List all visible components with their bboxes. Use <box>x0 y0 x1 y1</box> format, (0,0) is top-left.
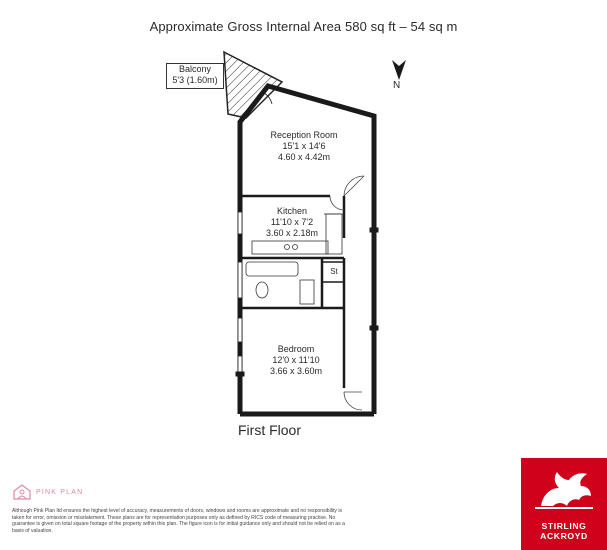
pink-plan-logo-icon <box>12 484 32 500</box>
pink-plan-name: PINK PLAN <box>36 489 84 496</box>
balcony-label <box>166 63 224 89</box>
store-label: St <box>330 267 338 276</box>
reception-dims-imperial: 15'1 x 14'6 <box>282 141 326 151</box>
floor-label: First Floor <box>238 422 301 438</box>
brand-name-line1: STIRLING <box>541 521 587 531</box>
bedroom-name: Bedroom <box>277 344 315 354</box>
griffin-logo-icon <box>521 458 607 518</box>
bedroom-dims-metric: 3.66 x 3.60m <box>269 366 323 376</box>
kitchen-dims-imperial: 11'10 x 7'2 <box>270 217 314 227</box>
brand-name-line2: ACKROYD <box>540 531 588 541</box>
reception-label <box>262 130 346 163</box>
kitchen-dims-metric: 3.60 x 2.18m <box>265 228 319 238</box>
balcony-dims: 5'3 (1.60m) <box>172 75 218 85</box>
bedroom-label <box>256 344 336 377</box>
kitchen-name: Kitchen <box>276 206 308 216</box>
reception-dims-metric: 4.60 x 4.42m <box>277 152 331 162</box>
north-label: N <box>393 80 401 91</box>
bedroom-dims-imperial: 12'0 x 11'10 <box>272 355 320 365</box>
area-title: Approximate Gross Internal Area 580 sq ft – 54 sq m <box>149 19 458 34</box>
balcony-name: Balcony <box>178 64 212 74</box>
bathroom-fittings <box>246 262 314 304</box>
disclaimer-text: Although Pink Plan ltd ensures the highest level of accuracy, measurements of doors, windows and rooms are approximate and no responsibility is taken for error, omission or misstatement. These plans are for representation purposes only as defined by RICS code of measuring practise. No guarantee is given on total square footage of the property within this plan. The figure icon is for initial guidance only and should not be relied on as a basis of valuation. <box>12 508 345 534</box>
reception-name: Reception Room <box>270 130 338 140</box>
north-arrow-icon <box>392 60 406 80</box>
kitchen-label <box>252 206 332 239</box>
